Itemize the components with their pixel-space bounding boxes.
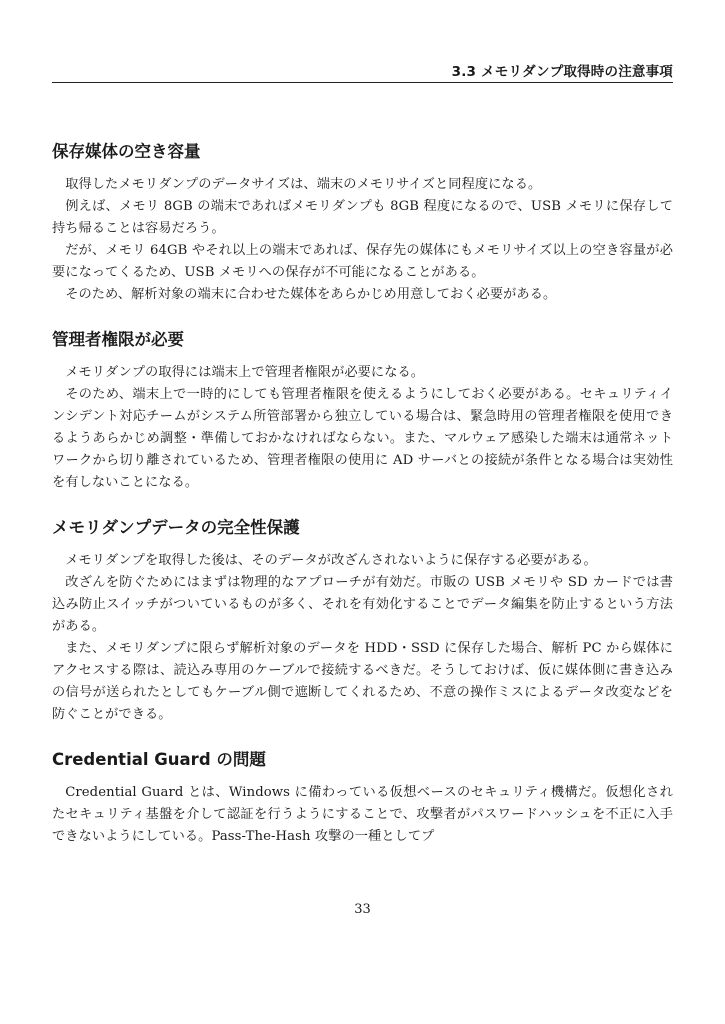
paragraph: だが、メモリ 64GB やそれ以上の端末であれば、保存先の媒体にもメモリサイズ以上の空き容量が必要になってくるため、USB メモリへの保存が不可能になることがある。 [52,243,673,280]
paragraph: 改ざんを防ぐためにはまずは物理的なアプローチが有効だ。市販の USB メモリや SD カードでは書込み防止スイッチがついているものが多く、それを有効化することでデータ編集を防止するという方法がある。 [52,575,673,634]
paragraph: 取得したメモリダンプのデータサイズは、端末のメモリサイズと同程度になる。 [65,177,542,192]
page-body [52,140,673,870]
section-integrity-protection [52,516,673,726]
section-storage-capacity [52,140,673,306]
section-heading: 保存媒体の空き容量 [52,142,201,161]
running-header: 3.3 メモリダンプ取得時の注意事項 [451,64,673,80]
paragraph: Credential Guard とは、Windows に備わっている仮想ベースのセキュリティ機構だ。仮想化されたセキュリティ基盤を介して認証を行うようにすることで、攻撃者がパスワードハッシュを不正に入手できないようにしている。Pass-The-Hash 攻撃の一種としてプ [52,785,673,844]
section-credential-guard [52,748,673,848]
page-number: 33 [354,902,371,917]
section-admin-privilege [52,328,673,494]
paragraph: また、メモリダンプに限らず解析対象のデータを HDD・SSD に保存した場合、解析 PC から媒体にアクセスする際は、読込み専用のケーブルで接続するべきだ。そうしておけば、仮に媒体側に書き込みの信号が送られたとしてもケーブル側で遮断してくれるため、不意の操作ミスによるデータ改変などを防ぐことができる。 [52,641,673,722]
section-heading: メモリダンプデータの完全性保護 [52,518,300,537]
header-rule [52,82,673,83]
paragraph: メモリダンプの取得には端末上で管理者権限が必要になる。 [65,365,425,380]
section-heading: Credential Guard の問題 [52,750,266,769]
paragraph: そのため、端末上で一時的にしても管理者権限を使えるようにしておく必要がある。セキュリティインシデント対応チームがシステム所管部署から独立している場合は、緊急時用の管理者権限を使用できるようあらかじめ調整・準備しておかなければならない。また、マルウェア感染した端末は通常ネットワークから切り離されているため、管理者権限の使用に AD サーバとの接続が条件となる場合は実効性を有しないことになる。 [52,387,673,490]
paragraph: そのため、解析対象の端末に合わせた媒体をあらかじめ用意しておく必要がある。 [65,287,557,302]
paragraph: メモリダンプを取得した後は、そのデータが改ざんされないように保存する必要がある。 [65,553,597,568]
section-heading: 管理者権限が必要 [52,330,184,349]
paragraph: 例えば、メモリ 8GB の端末であればメモリダンプも 8GB 程度になるので、USB メモリに保存して持ち帰ることは容易だろう。 [52,199,673,236]
